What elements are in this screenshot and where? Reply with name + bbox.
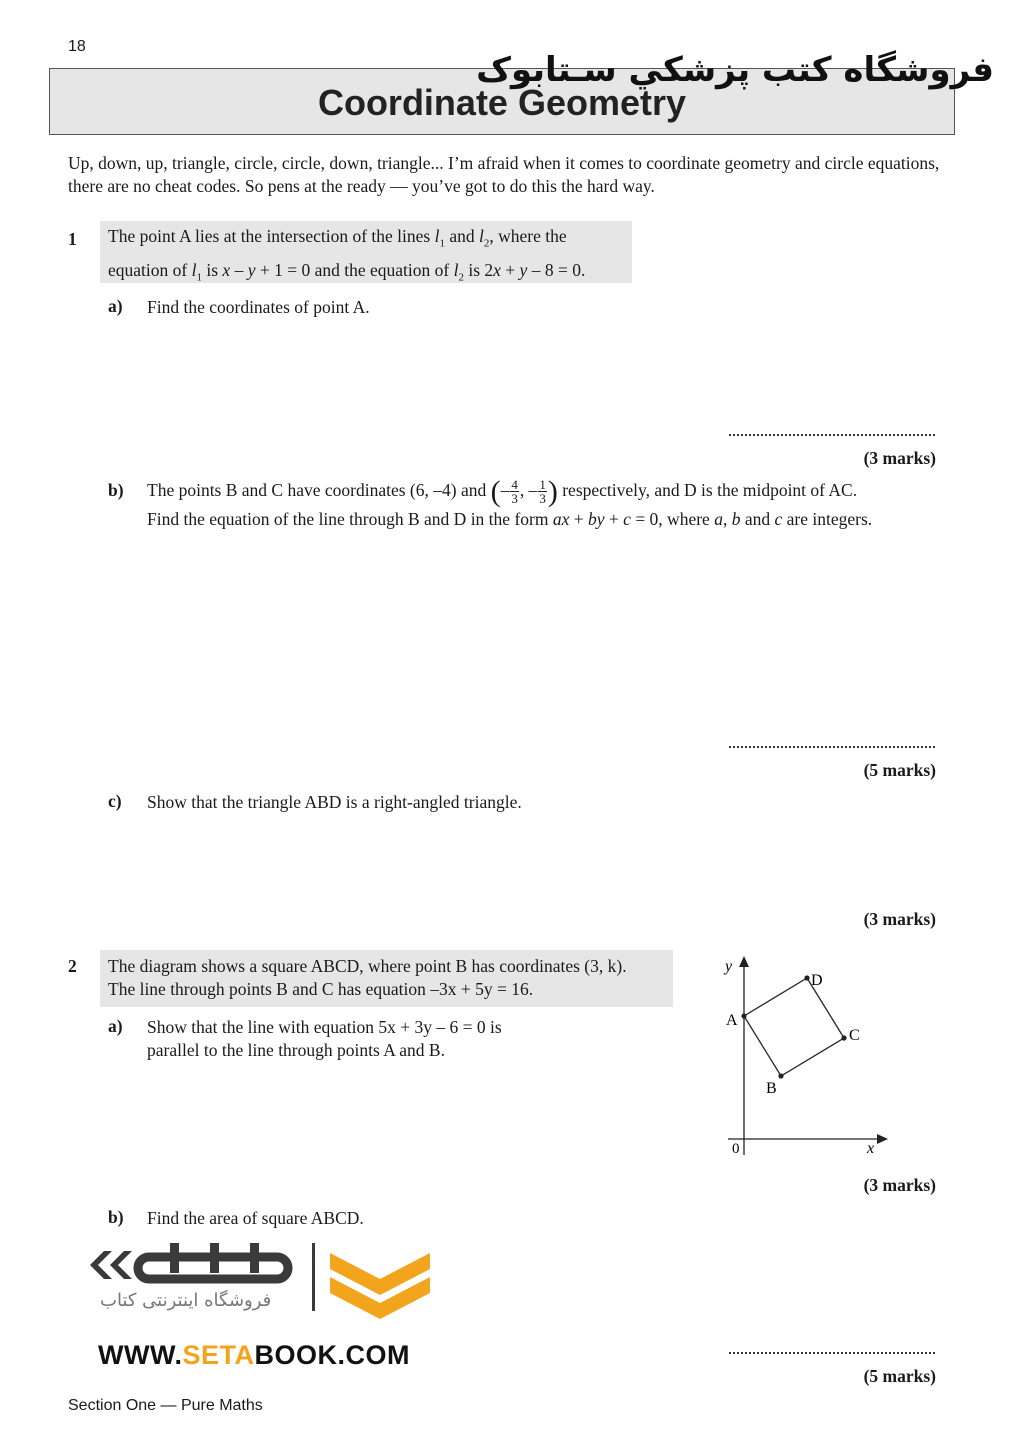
square-diagram xyxy=(720,950,900,1165)
logo-letterform xyxy=(210,1243,219,1273)
book-icon xyxy=(330,1253,430,1319)
point-c xyxy=(841,1035,846,1040)
question-number: 2 xyxy=(68,956,77,976)
intro-paragraph: Up, down, up, triangle, circle, circle, down, triangle... I’m afraid when it comes to coordinate geometry and circle equations, there are no cheat codes. So pens at the ready — you’ve got to do this the hard way. xyxy=(68,153,940,196)
logo-divider xyxy=(312,1243,315,1311)
q2a-text: Show that the line with equation 5x + 3y – 6 = 0 is parallel to the line through points A and B. xyxy=(147,1017,502,1060)
part-letter: a) xyxy=(108,296,123,316)
q2-stem-line-2: The line through points B and C has equation –3x + 5y = 16. xyxy=(108,979,534,999)
logo-letterform xyxy=(170,1243,179,1273)
q1-stem-line-1: The point A lies at the intersection of the lines $l_1$ and $l_2$, where the xyxy=(108,226,567,250)
part-letter: c) xyxy=(108,791,122,811)
question-1-stem xyxy=(100,221,632,283)
q1b-line-1: The points B and C have coordinates (6, –4) and (– $\frac{4}{3}$ , – $\frac{1}{3}$ ) respectively, and D is the midpoint of AC. xyxy=(147,474,858,508)
point-a xyxy=(741,1013,746,1018)
answer-line[interactable] xyxy=(729,1352,935,1354)
part-letter: a) xyxy=(108,1016,123,1036)
label-b: B xyxy=(766,1080,777,1097)
q1c-text: Show that the triangle ABD is a right-angled triangle. xyxy=(147,792,522,812)
marks-label: (5 marks) xyxy=(863,760,936,780)
logo-chevron-icon xyxy=(110,1251,132,1279)
logo-tagline: فروشگاه اینترنتی کتاب xyxy=(100,1290,272,1311)
logo-url: WWW.SETABOOK.COM xyxy=(98,1340,410,1370)
q2-stem-line-1: The diagram shows a square ABCD, where point B has coordinates (3, k). xyxy=(108,956,627,976)
origin-label: 0 xyxy=(732,1141,740,1157)
answer-line[interactable] xyxy=(729,746,935,748)
square-abcd xyxy=(744,978,844,1076)
y-axis-label: y xyxy=(725,958,733,975)
part-letter: b) xyxy=(108,480,124,500)
store-watermark: فروشگاه کتب پزشکي سـتابوک xyxy=(476,50,994,90)
label-d: D xyxy=(811,972,823,989)
page-number: 18 xyxy=(68,38,86,55)
x-axis-label: x xyxy=(867,1140,875,1157)
page-title: Coordinate Geometry xyxy=(317,82,687,123)
x-axis-arrow xyxy=(877,1134,888,1144)
logo-chevron-icon xyxy=(90,1251,112,1279)
label-a: A xyxy=(726,1012,738,1029)
marks-label: (3 marks) xyxy=(863,448,936,468)
answer-line[interactable] xyxy=(729,434,935,436)
logo-wordmark xyxy=(90,1243,288,1279)
q1a-text: Find the coordinates of point A. xyxy=(147,297,370,317)
q1b-line-2: Find the equation of the line through B and D in the form ax + by + c = 0, where a, b and c are integers. xyxy=(147,509,873,529)
y-axis-arrow xyxy=(739,956,749,967)
q2b-text: Find the area of square ABCD. xyxy=(147,1208,364,1228)
label-c: C xyxy=(849,1027,860,1044)
q1-stem-line-2: equation of $l_1$ is x – y + 1 = 0 and the equation of $l_2$ is 2x + y – 8 = 0. xyxy=(108,259,586,283)
marks-label: (3 marks) xyxy=(863,909,936,929)
question-number: 1 xyxy=(68,229,77,249)
point-d xyxy=(804,975,809,980)
part-letter: b) xyxy=(108,1207,124,1227)
marks-label: (3 marks) xyxy=(863,1175,936,1195)
point-b xyxy=(778,1073,783,1078)
footer-section-label: Section One — Pure Maths xyxy=(68,1397,263,1414)
marks-label: (5 marks) xyxy=(863,1366,936,1386)
question-2-stem xyxy=(100,950,673,1007)
logo-letterform xyxy=(250,1243,259,1273)
